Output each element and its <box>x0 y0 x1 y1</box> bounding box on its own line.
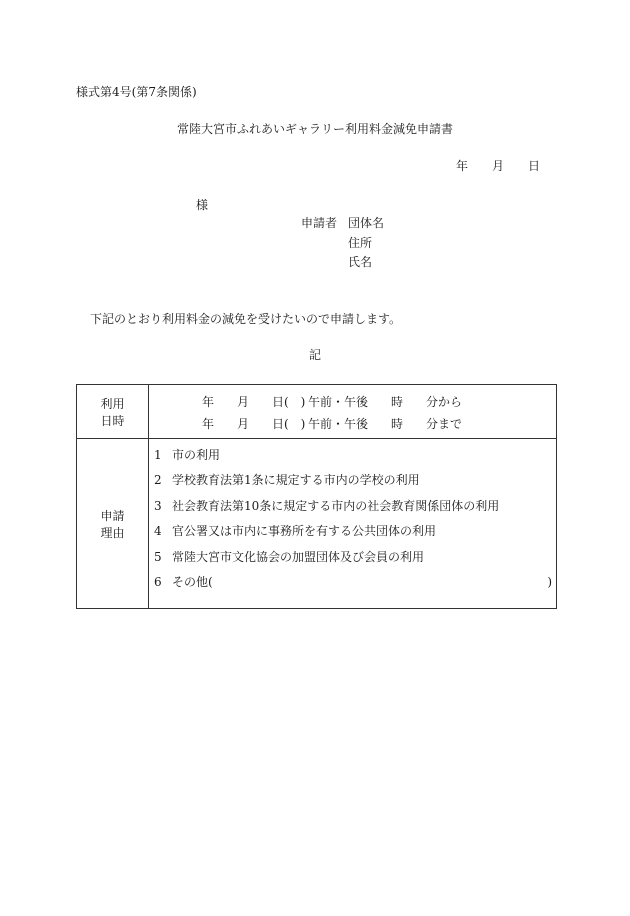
reason-label-line-1: 申請 <box>100 509 125 523</box>
reason-number: 1 <box>154 448 162 462</box>
to-day: 日( ) <box>272 417 306 431</box>
usage-to-row <box>77 418 558 432</box>
date-day: 日 <box>528 159 541 173</box>
form-number: 様式第4号(第7条関係) <box>76 85 197 99</box>
address-label: 住所 <box>348 236 373 250</box>
reason-item-4 <box>154 525 436 537</box>
addressee-suffix: 様 <box>196 198 209 212</box>
reason-number: 6 <box>154 575 162 589</box>
to-year: 年 <box>202 417 215 431</box>
to-minute: 分まで <box>426 417 463 431</box>
date-year: 年 <box>456 159 469 173</box>
document-title: 常陸大宮市ふれあいギャラリー利用料金減免申請書 <box>176 122 453 136</box>
usage-label-line-2: 日時 <box>100 414 125 428</box>
reason-label <box>77 508 148 542</box>
applicant-label: 申請者 <box>301 216 338 230</box>
reason-item-6 <box>154 576 552 588</box>
reason-item-1 <box>154 449 220 461</box>
from-hour: 時 <box>391 395 404 409</box>
to-month: 月 <box>237 417 250 431</box>
reason-text: 常陸大宮市文化協会の加盟団体及び会員の利用 <box>172 550 425 564</box>
date-month: 月 <box>492 159 505 173</box>
reason-number: 4 <box>154 524 162 538</box>
from-year: 年 <box>202 395 215 409</box>
application-table <box>76 384 557 609</box>
from-ampm: 午前・午後 <box>308 395 369 409</box>
reason-label-line-2: 理由 <box>100 526 125 540</box>
reason-item-3 <box>154 500 499 512</box>
from-day: 日( ) <box>272 395 306 409</box>
ki-heading: 記 <box>308 348 321 362</box>
date-line <box>456 160 540 172</box>
reason-item-2 <box>154 474 420 486</box>
reason-text: 官公署又は市内に事務所を有する公共団体の利用 <box>172 524 437 538</box>
from-month: 月 <box>237 395 250 409</box>
usage-from-row <box>77 396 558 410</box>
reason-number: 3 <box>154 499 162 513</box>
reason-text: 社会教育法第10条に規定する市内の社会教育関係団体の利用 <box>172 499 500 513</box>
reason-number: 5 <box>154 550 162 564</box>
reason-text: 学校教育法第1条に規定する市内の学校の利用 <box>172 473 420 487</box>
org-name-label: 団体名 <box>348 216 385 230</box>
usage-label-line-1: 利用 <box>100 397 125 411</box>
from-minute: 分から <box>426 395 463 409</box>
reason-text: その他( <box>172 575 213 589</box>
to-hour: 時 <box>391 417 404 431</box>
name-label: 氏名 <box>348 255 373 269</box>
reason-text: 市の利用 <box>172 448 221 462</box>
reason-other-close-paren: ) <box>547 575 552 589</box>
table-horizontal-divider <box>77 438 556 439</box>
application-statement: 下記のとおり利用料金の減免を受けたいので申請します。 <box>90 312 402 326</box>
reason-item-5 <box>154 551 424 563</box>
to-ampm: 午前・午後 <box>308 417 369 431</box>
reason-number: 2 <box>154 473 162 487</box>
